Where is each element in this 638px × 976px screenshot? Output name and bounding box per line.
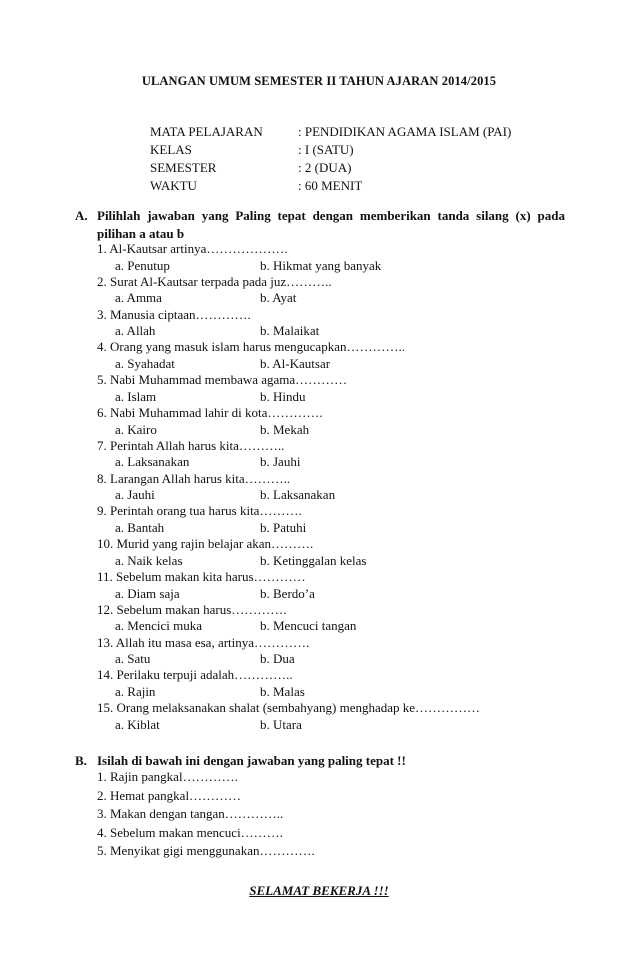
info-value: : 2 (DUA) [298,160,352,175]
option-a: a. Naik kelas [115,552,183,568]
info-value: : I (SATU) [298,142,354,157]
info-value: : 60 MENIT [298,178,363,193]
option-a: a. Bantah [115,519,165,535]
info-value: : PENDIDIKAN AGAMA ISLAM (PAI) [298,124,512,139]
option-b: b. Mekah [260,421,310,437]
option-a: a. Amma [115,290,162,306]
option-b: b. Mencuci tangan [260,618,357,634]
question-text: 1. Al-Kautsar artinya………………. [97,241,288,256]
option-b: b. Dua [260,651,295,667]
question-text: 13. Allah itu masa esa, artinya…………. [97,634,310,650]
info-row [150,123,511,141]
info-label: MATA PELAJARAN [150,124,263,139]
option-a: a. Laksanakan [115,454,190,470]
info-row [150,177,511,195]
option-b: b. Hindu [260,388,306,404]
option-a: a. Islam [115,388,157,404]
option-a: a. Rajin [115,683,156,699]
question-text: 6. Nabi Muhammad lahir di kota…………. [97,405,323,420]
option-a: a. Penutup [115,257,170,273]
option-b: b. Ketinggalan kelas [260,552,367,568]
option-b: b. Hikmat yang banyak [260,257,382,273]
closing-message: SELAMAT BEKERJA !!! [249,883,389,898]
info-label: KELAS [150,142,192,157]
section-b-instruction: Isilah di bawah ini dengan jawaban yang paling tepat !! [97,753,406,768]
section-a-instruction: Pilihlah jawaban yang Paling tepat dengan memberikan tanda silang (x) pada pilihan a atau b [97,208,565,241]
option-b: b. Laksanakan [260,487,336,503]
section-b-letter: B. [75,753,87,768]
info-label: WAKTU [150,178,197,193]
question-text: 9. Perintah orang tua harus kita………. [97,503,302,519]
info-label: SEMESTER [150,160,217,175]
fill-in-question: 4. Sebelum makan mencuci………. [97,824,283,840]
option-a: a. Mencici muka [115,618,202,634]
fill-in-question: 2. Hemat pangkal………… [97,787,242,803]
question-text: 5. Nabi Muhammad membawa agama………… [97,372,348,388]
option-b: b. Jauhi [260,454,301,470]
section-a-letter: A. [75,208,88,223]
option-b: b. Utara [260,716,302,732]
fill-in-question: 1. Rajin pangkal…………. [97,769,238,784]
question-text: 4. Orang yang masuk islam harus mengucapkan………….. [97,339,405,355]
question-text: 12. Sebelum makan harus…………. [97,601,287,617]
question-text: 3. Manusia ciptaan…………. [97,306,251,322]
page-title: ULANGAN UMUM SEMESTER II TAHUN AJARAN 2014/2015 [141,74,497,88]
option-a: a. Diam saja [115,585,180,601]
info-row [150,159,511,177]
question-text: 11. Sebelum makan kita harus………… [97,569,306,584]
option-a: a. Satu [115,651,151,667]
question-text: 2. Surat Al-Kautsar terpada pada juz……….. [97,273,332,289]
option-b: b. Malas [260,683,305,699]
exam-info [150,123,511,195]
question-text: 15. Orang melaksanakan shalat (sembahyang) menghadap ke…………… [97,700,481,716]
question-text: 7. Perintah Allah harus kita……….. [97,437,285,453]
option-b: b. Ayat [260,290,297,306]
option-b: b. Patuhi [260,519,307,535]
fill-in-question: 3. Makan dengan tangan………….. [97,806,284,822]
option-a: a. Jauhi [115,487,155,503]
option-a: a. Syahadat [115,355,175,371]
option-b: b. Malaikat [260,323,320,339]
question-text: 10. Murid yang rajin belajar akan………. [97,536,314,552]
question-text: 14. Perilaku terpuji adalah………….. [97,667,293,683]
fill-in-question: 5. Menyikat gigi menggunakan…………. [97,843,315,859]
option-a: a. Kairo [115,421,157,437]
option-a: a. Kiblat [115,716,160,732]
question-text: 8. Larangan Allah harus kita……….. [97,470,291,486]
option-b: b. Al-Kautsar [260,355,331,371]
option-b: b. Berdo’a [260,585,315,601]
info-row [150,141,511,159]
option-a: a. Allah [115,323,156,339]
